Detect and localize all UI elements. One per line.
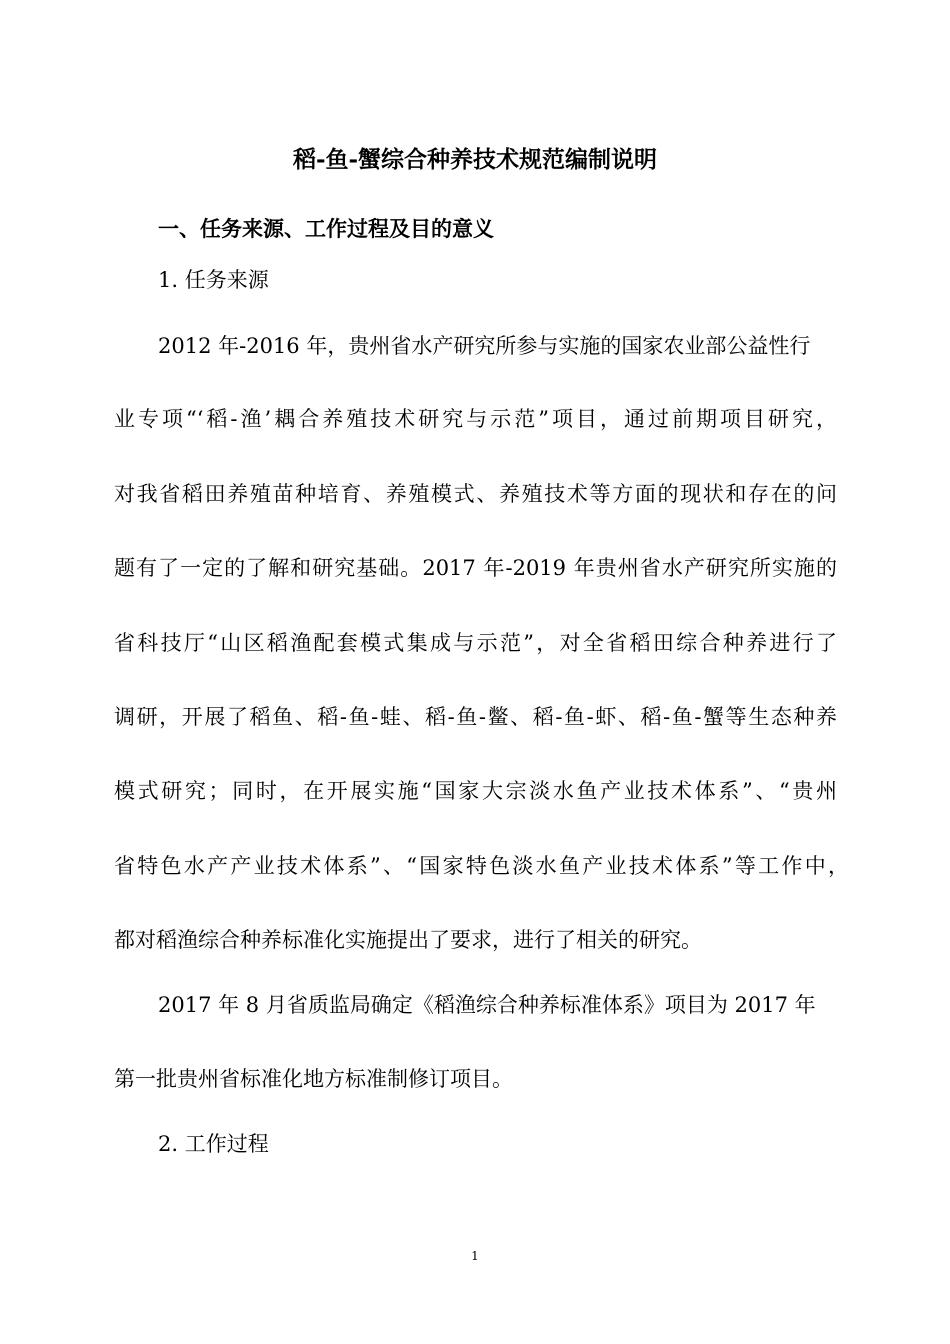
paragraph-line: 题有了一定的了解和研究基础。2017 年-2019 年贵州省水产研究所实施的 bbox=[114, 556, 837, 580]
section-heading: 一、任务来源、工作过程及目的意义 bbox=[158, 216, 494, 241]
subsection-heading: 2. 工作过程 bbox=[158, 1132, 269, 1156]
paragraph-line: 都对稻渔综合种养标准化实施提出了要求，进行了相关的研究。 bbox=[114, 928, 702, 952]
paragraph-line: 调研，开展了稻鱼、稻-鱼-蛙、稻-鱼-鳖、稻-鱼-虾、稻-鱼-蟹等生态种养 bbox=[114, 705, 837, 729]
paragraph-line: 第一批贵州省标准化地方标准制修订项目。 bbox=[114, 1067, 513, 1091]
paragraph-line: 省科技厅“山区稻渔配套模式集成与示范”，对全省稻田综合种养进行了 bbox=[114, 631, 837, 655]
paragraph-line: 2017 年 8 月省质监局确定《稻渔综合种养标准体系》项目为 2017 年 bbox=[158, 993, 816, 1017]
paragraph-line: 业专项“‘稻-渔’耦合养殖技术研究与示范”项目，通过前期项目研究， bbox=[114, 407, 837, 431]
subsection-heading: 1. 任务来源 bbox=[158, 268, 269, 292]
page-number: 1 bbox=[471, 1249, 479, 1263]
paragraph-line: 对我省稻田养殖苗种培育、养殖模式、养殖技术等方面的现状和存在的问 bbox=[114, 482, 837, 506]
paragraph-line: 2012 年-2016 年，贵州省水产研究所参与实施的国家农业部公益性行 bbox=[158, 334, 811, 358]
paragraph-line: 模式研究；同时，在开展实施“国家大宗淡水鱼产业技术体系”、“贵州 bbox=[114, 779, 837, 803]
paragraph-line: 省特色水产产业技术体系”、“国家特色淡水鱼产业技术体系”等工作中， bbox=[114, 854, 849, 878]
document-title: 稻-鱼-蟹综合种养技术规范编制说明 bbox=[292, 146, 658, 173]
